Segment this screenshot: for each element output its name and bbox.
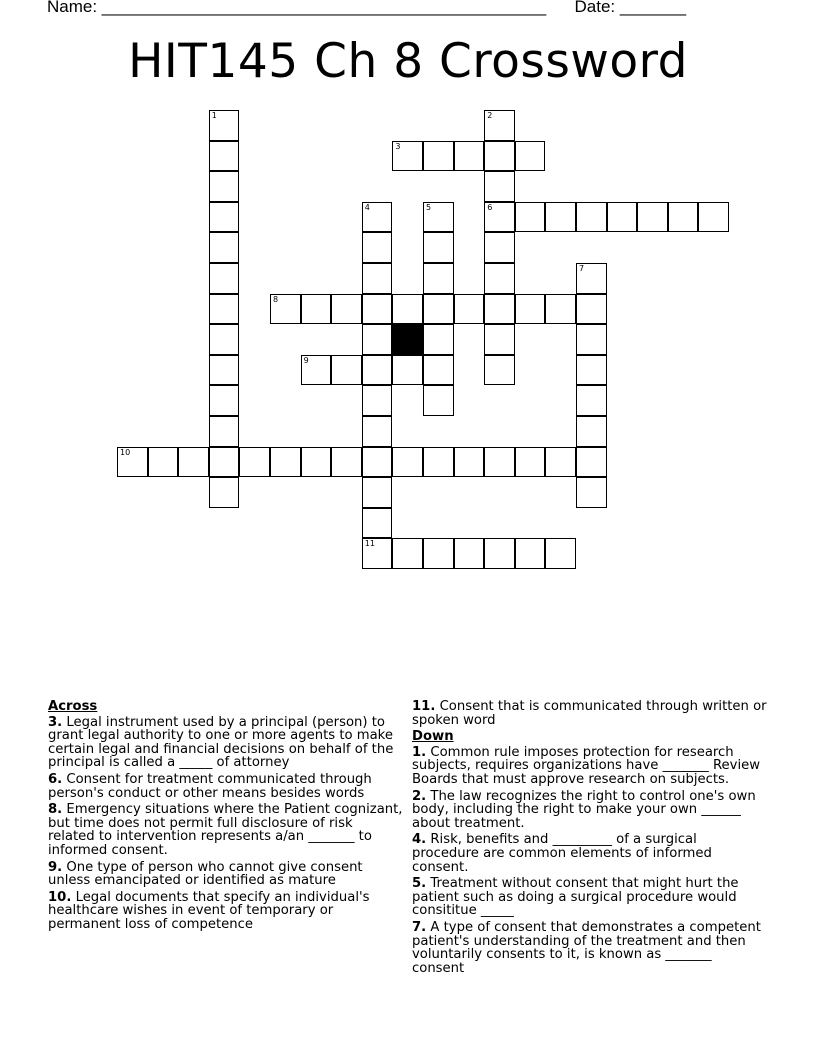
crossword-cell[interactable] [178, 447, 209, 478]
clue-number: 7. [412, 919, 427, 935]
clue-number: 3. [48, 714, 63, 730]
crossword-cell[interactable] [209, 477, 240, 508]
clues-left-column [48, 700, 403, 935]
clue-text: Consent for treatment communicated through person's conduct or other means besides words [48, 771, 372, 801]
clue-number: 5. [412, 876, 427, 892]
crossword-cell[interactable] [209, 324, 240, 355]
crossword-cell[interactable] [576, 294, 607, 325]
crossword-cell[interactable] [331, 447, 362, 478]
clue-text: Consent that is communicated through written or spoken word [412, 699, 767, 728]
crossword-cell[interactable] [515, 141, 546, 172]
clue-text: The law recognizes the right to control one's own body, including the right to make your own ______ about treatment. [412, 788, 756, 831]
page-title: HIT145 Ch 8 Crossword [128, 34, 688, 89]
crossword-cell[interactable] [209, 385, 240, 416]
crossword-cell[interactable] [545, 202, 576, 233]
crossword-cell[interactable] [423, 447, 454, 478]
across-clue-3 [48, 716, 403, 770]
clue-number-label: 10 [120, 447, 131, 457]
clue-number: 8. [48, 802, 63, 818]
clue-number: 9. [48, 859, 63, 875]
across-clue-8 [48, 803, 403, 857]
clue-number: 10. [48, 889, 72, 905]
clue-number: 2. [412, 788, 427, 804]
crossword-cell[interactable] [454, 294, 485, 325]
crossword-cell[interactable] [576, 263, 607, 294]
clue-text: A type of consent that demonstrates a competent patient's understanding of the treatment and then voluntarily consents to it, is known as _______ consent [412, 919, 761, 976]
crossword-cell[interactable] [423, 202, 454, 233]
crossword-cell[interactable] [545, 538, 576, 569]
crossword-cell[interactable] [515, 294, 546, 325]
crossword-cell[interactable] [423, 263, 454, 294]
date-field-label[interactable]: Date: _______ [574, 0, 687, 16]
clue-text: Common rule imposes protection for research subjects, requires organizations have _______ Review Boards that must approve research on subjects. [412, 744, 761, 787]
clue-number-label: 3 [395, 141, 401, 151]
across-clue-10 [48, 891, 403, 932]
crossword-cell[interactable] [515, 447, 546, 478]
crossword-cell[interactable] [362, 355, 393, 386]
crossword-cell[interactable] [209, 202, 240, 233]
crossword-cell[interactable] [362, 324, 393, 355]
clues-right-column [412, 700, 767, 978]
crossword-cell[interactable] [576, 416, 607, 447]
crossword-cell[interactable] [607, 202, 638, 233]
crossword-cell[interactable] [362, 416, 393, 447]
crossword-cell[interactable] [454, 447, 485, 478]
crossword-cell[interactable] [392, 538, 423, 569]
crossword-cell[interactable] [362, 477, 393, 508]
crossword-cell[interactable] [423, 385, 454, 416]
clue-text: Treatment without consent that might hurt the patient such as doing a surgical procedure would consititue _____ [412, 876, 739, 919]
crossword-cell[interactable] [362, 232, 393, 263]
across-clue-9 [48, 861, 403, 888]
crossword-cell[interactable] [423, 324, 454, 355]
crossword-cell[interactable] [362, 263, 393, 294]
crossword-cell[interactable] [545, 447, 576, 478]
across-clue-11 [412, 700, 767, 727]
crossword-cell[interactable] [392, 355, 423, 386]
crossword-cell[interactable] [362, 385, 393, 416]
crossword-cell[interactable] [576, 324, 607, 355]
crossword-cell[interactable] [576, 385, 607, 416]
crossword-cell[interactable] [637, 202, 668, 233]
crossword-cell[interactable] [484, 141, 515, 172]
black-square [392, 324, 423, 355]
clue-number-label: 7 [579, 264, 585, 273]
clue-number-label: 2 [487, 111, 493, 120]
clue-text: One type of person who cannot give consent unless emancipated or identified as mature [48, 859, 363, 889]
down-clue-1 [412, 746, 767, 787]
crossword-cell[interactable] [484, 447, 515, 478]
crossword-cell[interactable] [362, 508, 393, 539]
crossword-cell[interactable] [331, 294, 362, 325]
crossword-cell[interactable] [484, 324, 515, 355]
crossword-cell[interactable] [454, 538, 485, 569]
clue-number-label: 9 [303, 355, 309, 365]
crossword-cell[interactable] [209, 263, 240, 294]
clue-text: Legal documents that specify an individual's healthcare wishes in event of temporary or permanent loss of competence [48, 889, 370, 932]
crossword-cell[interactable] [484, 263, 515, 294]
clue-number-label: 6 [487, 202, 493, 212]
crossword-cell[interactable] [484, 232, 515, 263]
clue-number: 6. [48, 771, 63, 787]
crossword-cell[interactable] [484, 355, 515, 386]
crossword-cell[interactable] [209, 416, 240, 447]
crossword-cell[interactable] [423, 294, 454, 325]
down-clue-4 [412, 833, 767, 874]
clue-number-label: 4 [364, 202, 370, 212]
clue-number-label: 1 [211, 111, 217, 120]
clue-number: 11. [412, 699, 436, 714]
crossword-cell[interactable] [209, 171, 240, 202]
crossword-cell[interactable] [117, 447, 148, 478]
crossword-cell[interactable] [209, 110, 240, 141]
crossword-cell[interactable] [301, 355, 332, 386]
crossword-cell[interactable] [454, 141, 485, 172]
crossword-cell[interactable] [515, 538, 546, 569]
clue-number-label: 8 [273, 294, 279, 304]
name-field-label[interactable]: Name: _______________________________________________ [47, 0, 547, 16]
crossword-cell[interactable] [576, 477, 607, 508]
crossword-cell[interactable] [362, 538, 393, 569]
crossword-cell[interactable] [331, 355, 362, 386]
clue-number-label: 5 [426, 202, 432, 212]
crossword-cell[interactable] [209, 355, 240, 386]
crossword-cell[interactable] [209, 294, 240, 325]
crossword-cell[interactable] [423, 355, 454, 386]
crossword-cell[interactable] [148, 447, 179, 478]
clue-number-label: 11 [364, 539, 375, 549]
crossword-cell[interactable] [270, 294, 301, 325]
crossword-cell[interactable] [484, 202, 515, 233]
clue-text: Emergency situations where the Patient cognizant, but time does not permit full disclosure of risk related to intervention represents a/an _______ to informed consent. [48, 802, 403, 858]
crossword-cell[interactable] [392, 447, 423, 478]
crossword-cell[interactable] [576, 447, 607, 478]
crossword-cell[interactable] [362, 202, 393, 233]
crossword-cell[interactable] [484, 294, 515, 325]
crossword-cell[interactable] [668, 202, 699, 233]
across-heading: Across [48, 699, 98, 714]
clue-text: Risk, benefits and _________ of a surgical procedure are common elements of informed consent. [412, 832, 712, 875]
crossword-cell[interactable] [270, 447, 301, 478]
crossword-cell[interactable] [545, 294, 576, 325]
crossword-cell[interactable] [392, 294, 423, 325]
crossword-cell[interactable] [423, 538, 454, 569]
down-heading: Down [412, 729, 454, 745]
crossword-cell[interactable] [209, 141, 240, 172]
crossword-cell[interactable] [423, 232, 454, 263]
clue-number: 4. [412, 832, 427, 848]
crossword-cell[interactable] [362, 294, 393, 325]
down-clue-7 [412, 921, 767, 975]
crossword-cell[interactable] [484, 538, 515, 569]
crossword-cell[interactable] [515, 202, 546, 233]
across-clue-6 [48, 773, 403, 800]
crossword-cell[interactable] [576, 355, 607, 386]
down-clue-5 [412, 877, 767, 918]
crossword-cell[interactable] [239, 447, 270, 478]
crossword-cell[interactable] [209, 447, 240, 478]
crossword-cell[interactable] [362, 447, 393, 478]
crossword-cell[interactable] [423, 141, 454, 172]
clue-text: Legal instrument used by a principal (person) to grant legal authority to one or more agents to make certain legal and financial decisions on behalf of the principal is called a _____ of attorney [48, 714, 394, 771]
crossword-cell[interactable] [301, 294, 332, 325]
crossword-cell[interactable] [209, 232, 240, 263]
crossword-cell[interactable] [301, 447, 332, 478]
down-clue-2 [412, 790, 767, 831]
crossword-cell[interactable] [484, 171, 515, 202]
crossword-cell[interactable] [392, 141, 423, 172]
crossword-cell[interactable] [484, 110, 515, 141]
crossword-cell[interactable] [576, 202, 607, 233]
crossword-cell[interactable] [698, 202, 729, 233]
clue-number: 1. [412, 744, 427, 760]
